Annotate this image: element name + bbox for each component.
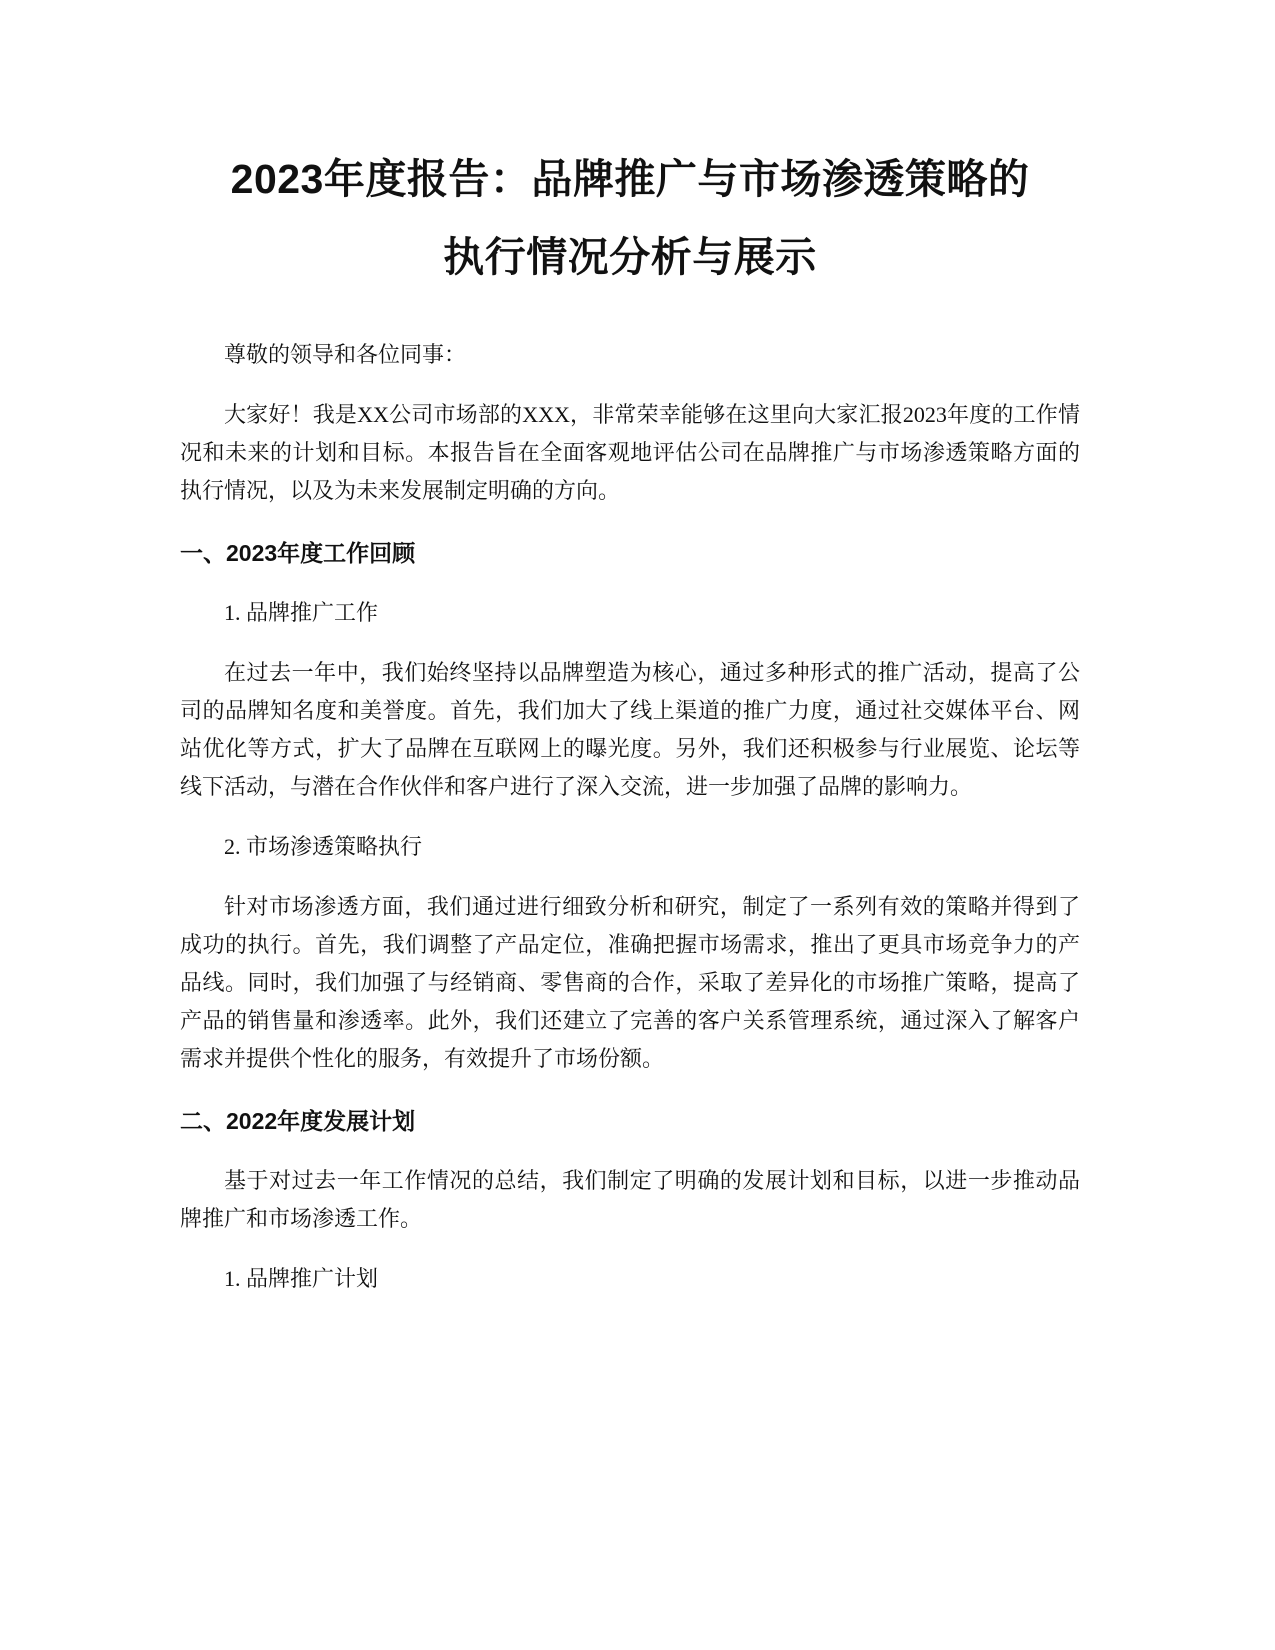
document-title [180,140,1080,296]
paragraph-market-penetration: 针对市场渗透方面，我们通过进行细致分析和研究，制定了一系列有效的策略并得到了成功的执行。首先，我们调整了产品定位，准确把握市场需求，推出了更具市场竞争力的产品线。同时，我们加强了与经销商、零售商的合作，采取了差异化的市场推广策略，提高了产品的销售量和渗透率。此外，我们还建立了完善的客户关系管理系统，通过深入了解客户需求并提供个性化的服务，有效提升了市场份额。 [180,894,1080,1071]
title-line-1: 2023年度报告：品牌推广与市场渗透策略的 [230,156,1030,202]
subheading-brand-plan: 1. 品牌推广计划 [224,1266,379,1291]
intro-paragraph: 大家好！我是XX公司市场部的XXX，非常荣幸能够在这里向大家汇报2023年度的工作情况和未来的计划和目标。本报告旨在全面客观地评估公司在品牌推广与市场渗透策略方面的执行情况，以及为未来发展制定明确的方向。 [180,402,1080,503]
paragraph-brand-promotion: 在过去一年中，我们始终坚持以品牌塑造为核心，通过多种形式的推广活动，提高了公司的品牌知名度和美誉度。首先，我们加大了线上渠道的推广力度，通过社交媒体平台、网站优化等方式，扩大了品牌在互联网上的曝光度。另外，我们还积极参与行业展览、论坛等线下活动，与潜在合作伙伴和客户进行了深入交流，进一步加强了品牌的影响力。 [180,660,1080,799]
salutation: 尊敬的领导和各位同事： [224,342,467,367]
section-heading-review: 一、2023年度工作回顾 [180,540,416,566]
subheading-market-penetration: 2. 市场渗透策略执行 [224,834,423,859]
document-page [180,140,1080,1298]
subheading-brand-promotion: 1. 品牌推广工作 [224,600,379,625]
title-line-2: 执行情况分析与展示 [443,234,817,280]
paragraph-plan-intro: 基于对过去一年工作情况的总结，我们制定了明确的发展计划和目标，以进一步推动品牌推广和市场渗透工作。 [180,1168,1080,1231]
section-heading-plan: 二、2022年度发展计划 [180,1108,416,1134]
